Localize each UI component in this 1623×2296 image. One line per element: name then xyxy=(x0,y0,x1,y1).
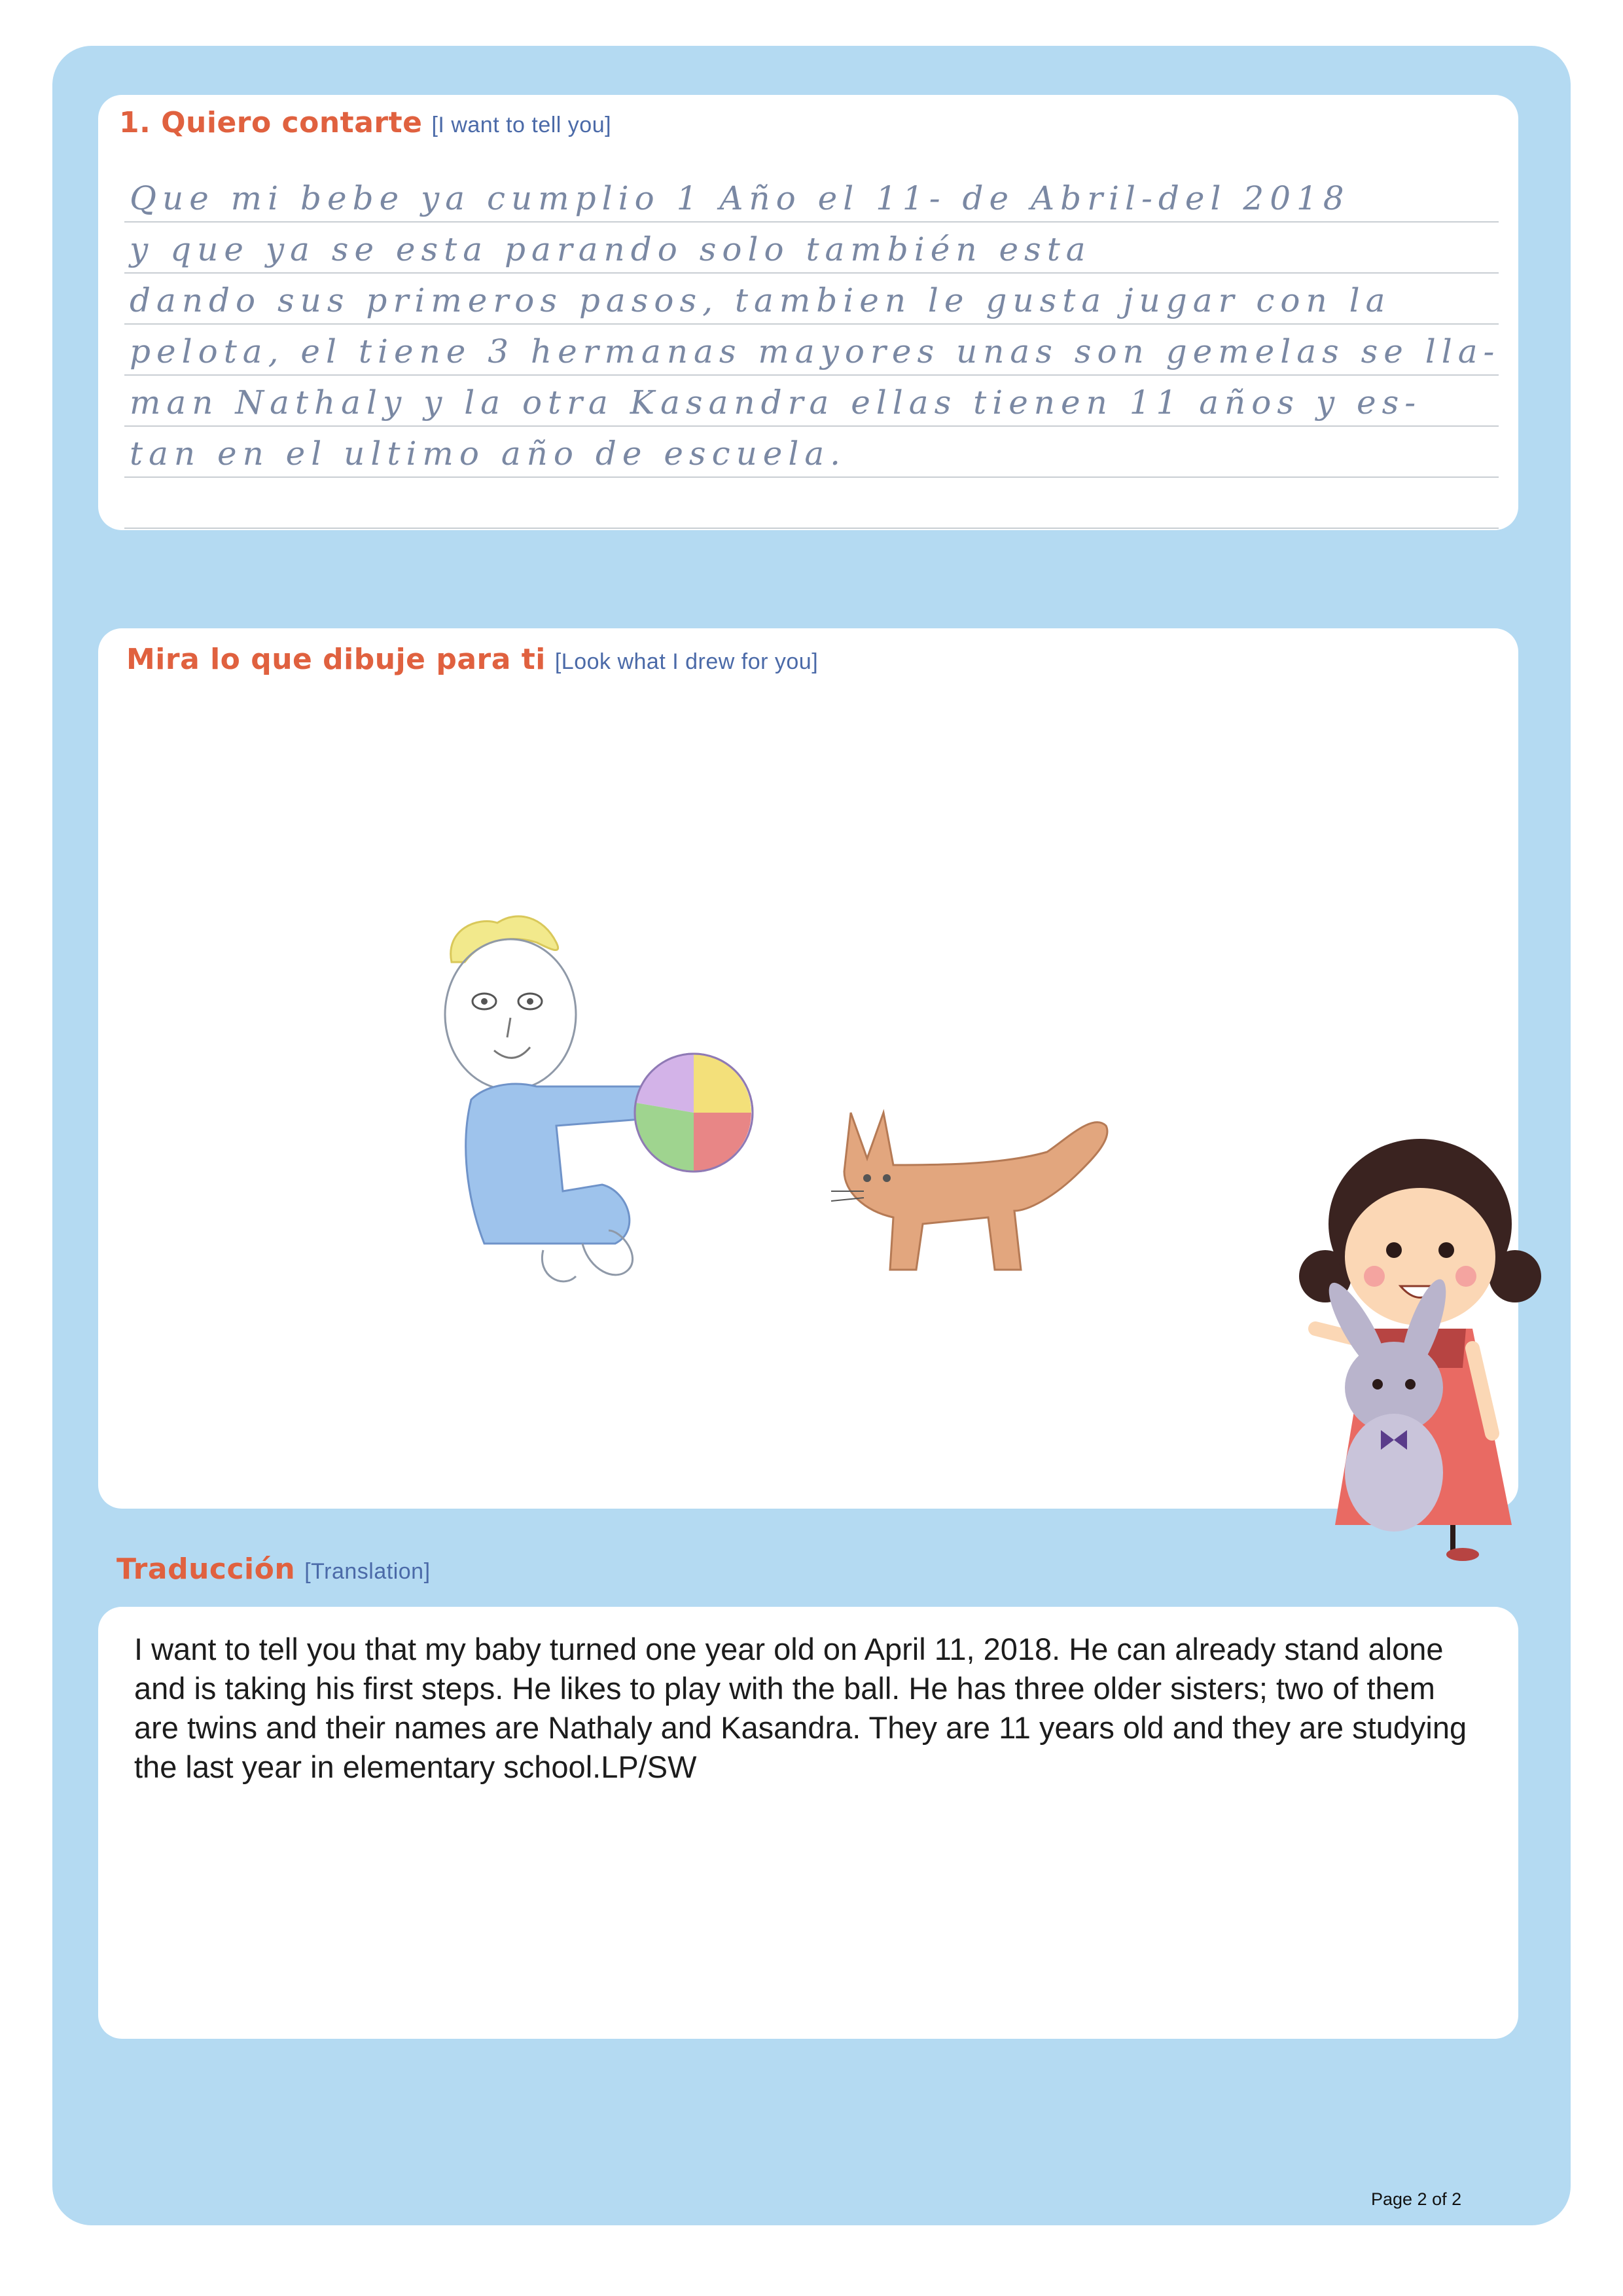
letter-heading xyxy=(119,106,611,139)
translation-subtitle: [Translation] xyxy=(304,1559,431,1584)
letter-line xyxy=(124,427,1499,478)
letter-title: 1. Quiero contarte xyxy=(119,106,423,139)
handwritten-text: y que ya se esta parando solo también esta xyxy=(130,230,1092,268)
letter-subtitle: [I want to tell you] xyxy=(431,113,612,137)
drawing-title: Mira lo que dibuje para ti xyxy=(126,643,546,676)
drawing-subtitle: [Look what I drew for you] xyxy=(554,649,819,674)
letter-line xyxy=(124,223,1499,274)
ball-icon xyxy=(628,1041,759,1185)
translation-heading xyxy=(116,1552,431,1586)
translation-title: Traducción xyxy=(116,1552,296,1586)
translation-text: I want to tell you that my baby turned one year old on April 11, 2018. He can already stand alone and is taking his first steps. He likes to play with the ball. He has three older sisters; two of them are twins and their names are Nathaly and Kasandra. They are 11 years old and they are studying the last year in elementary school.LP/SW xyxy=(134,1632,1467,1784)
handwritten-text: tan en el ultimo año de escuela. xyxy=(130,435,847,473)
letter-line xyxy=(124,171,1499,223)
letter-line xyxy=(124,274,1499,325)
cat-drawing-icon xyxy=(805,1100,1132,1283)
drawing-heading xyxy=(126,643,818,676)
girl-with-bunny-icon xyxy=(1296,1132,1558,1564)
page-number: Page 2 of 2 xyxy=(1371,2189,1462,2209)
handwritten-text: man Nathaly y la otra Kasandra ellas tienen 11 años y es- xyxy=(130,384,1422,422)
letter-line xyxy=(124,376,1499,427)
handwritten-text: dando sus primeros pasos, tambien le gusta jugar con la xyxy=(130,281,1391,319)
handwritten-text: pelota, el tiene 3 hermanas mayores unas son gemelas se lla- xyxy=(130,332,1501,370)
letter-line xyxy=(124,325,1499,376)
letter-line xyxy=(124,478,1499,529)
handwritten-letter xyxy=(124,171,1499,529)
handwritten-text: Que mi bebe ya cumplio 1 Año el 11- de Abril-del 2018 xyxy=(130,179,1350,217)
